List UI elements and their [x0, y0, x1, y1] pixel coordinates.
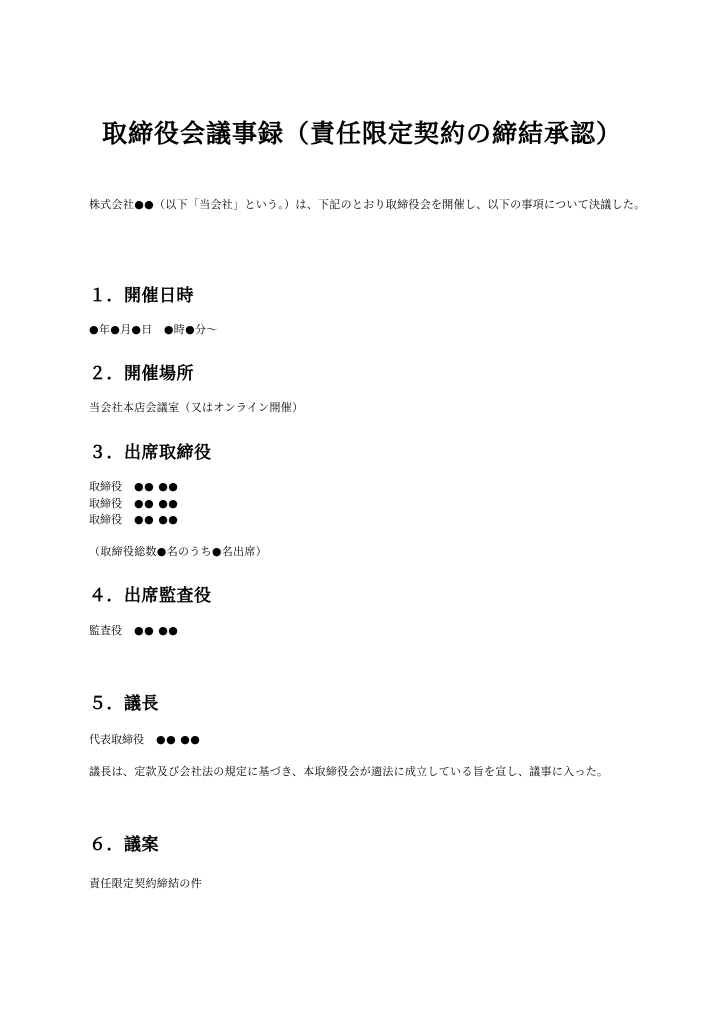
- section-heading-chairperson: ５．議長: [89, 694, 159, 714]
- director-row: [89, 479, 178, 495]
- section-heading-meeting-place: ２．開催場所: [89, 364, 194, 384]
- section-heading-attending-directors: ３．出席取締役: [89, 443, 212, 463]
- director-name: ●● ●●: [134, 513, 179, 526]
- section-heading-meeting-datetime: １．開催日時: [89, 286, 194, 306]
- section-heading-attending-auditors: ４．出席監査役: [89, 586, 212, 606]
- director-row: [89, 496, 178, 512]
- meeting-place-text: 当会社本店会議室（又はオンライン開催）: [89, 401, 304, 414]
- director-name: ●● ●●: [134, 480, 179, 493]
- director-role: 取締役: [89, 497, 122, 510]
- auditor-name: ●● ●●: [134, 624, 179, 637]
- section-heading-agenda: ６．議案: [89, 835, 159, 855]
- director-name: ●● ●●: [134, 497, 179, 510]
- meeting-datetime-text: ●年●月●日 ●時●分～: [89, 323, 218, 336]
- director-role: 取締役: [89, 513, 122, 526]
- chairperson-row: [89, 732, 200, 748]
- chairperson-role: 代表取締役: [89, 733, 144, 746]
- auditor-role: 監査役: [89, 624, 122, 637]
- chairperson-name: ●● ●●: [156, 733, 201, 746]
- director-attendance-note: （取締役総数●名のうち●名出席）: [89, 545, 267, 558]
- agenda-item: 責任限定契約締結の件: [89, 877, 202, 890]
- auditor-row: [89, 623, 178, 639]
- director-row: [89, 512, 178, 528]
- document-title: 取締役会議事録（責任限定契約の締結承認）: [101, 119, 622, 148]
- director-role: 取締役: [89, 480, 122, 493]
- intro-paragraph: 株式会社●●（以下「当会社」という。）は、下記のとおり取締役会を開催し、以下の事項について決議した。: [89, 198, 646, 211]
- chairperson-declaration: 議長は、定款及び会社法の規定に基づき、本取締役会が適法に成立している旨を宣し、議事に入った。: [89, 765, 609, 778]
